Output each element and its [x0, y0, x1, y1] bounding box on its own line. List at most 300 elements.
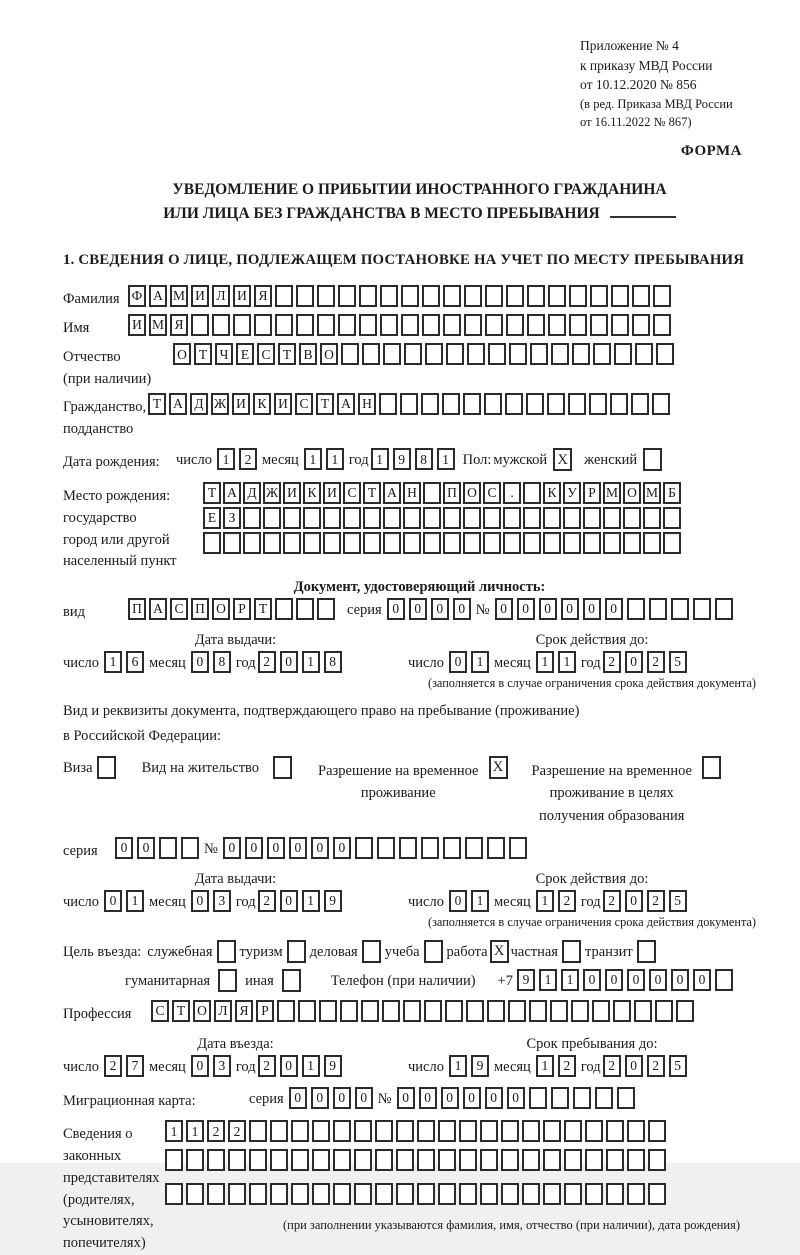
- char-cell[interactable]: Ж: [263, 482, 281, 504]
- char-cell[interactable]: [421, 393, 439, 415]
- char-cell[interactable]: [223, 532, 241, 554]
- char-cell[interactable]: [291, 1149, 309, 1171]
- char-cell[interactable]: [611, 314, 629, 336]
- char-cell[interactable]: Т: [278, 343, 296, 365]
- char-cell[interactable]: С: [483, 482, 501, 504]
- char-cell[interactable]: [551, 1087, 569, 1109]
- char-cell[interactable]: [595, 1087, 613, 1109]
- char-cell[interactable]: [715, 598, 733, 620]
- char-cell[interactable]: С: [295, 393, 313, 415]
- char-cell[interactable]: 0: [267, 837, 285, 859]
- char-cell[interactable]: 0: [333, 837, 351, 859]
- char-cell[interactable]: [627, 1149, 645, 1171]
- char-cell[interactable]: 0: [311, 1087, 329, 1109]
- char-cell[interactable]: 0: [495, 598, 513, 620]
- char-cell[interactable]: С: [343, 482, 361, 504]
- char-cell[interactable]: 0: [649, 969, 667, 991]
- char-cell[interactable]: [303, 532, 321, 554]
- char-cell[interactable]: [548, 285, 566, 307]
- char-cell[interactable]: [610, 393, 628, 415]
- char-cell[interactable]: [583, 507, 601, 529]
- char-cell[interactable]: 3: [213, 1055, 231, 1077]
- char-cell[interactable]: 0: [115, 837, 133, 859]
- char-cell[interactable]: [375, 1120, 393, 1142]
- char-cell[interactable]: [527, 285, 545, 307]
- char-cell[interactable]: [463, 507, 481, 529]
- char-cell[interactable]: [648, 1183, 666, 1205]
- char-cell[interactable]: 1: [371, 448, 389, 470]
- visa-checkbox[interactable]: [97, 756, 116, 779]
- char-cell[interactable]: [243, 532, 261, 554]
- char-cell[interactable]: 0: [137, 837, 155, 859]
- char-cell[interactable]: [459, 1149, 477, 1171]
- char-cell[interactable]: [583, 532, 601, 554]
- char-cell[interactable]: [501, 1120, 519, 1142]
- char-cell[interactable]: [446, 343, 464, 365]
- char-cell[interactable]: Е: [203, 507, 221, 529]
- char-cell[interactable]: Д: [190, 393, 208, 415]
- char-cell[interactable]: Т: [316, 393, 334, 415]
- char-cell[interactable]: [438, 1120, 456, 1142]
- char-cell[interactable]: [249, 1120, 267, 1142]
- char-cell[interactable]: [483, 507, 501, 529]
- char-cell[interactable]: [634, 1000, 652, 1022]
- char-cell[interactable]: [522, 1149, 540, 1171]
- char-cell[interactable]: [438, 1149, 456, 1171]
- char-cell[interactable]: [480, 1120, 498, 1142]
- char-cell[interactable]: [396, 1183, 414, 1205]
- char-cell[interactable]: 8: [324, 651, 342, 673]
- char-cell[interactable]: [466, 1000, 484, 1022]
- char-cell[interactable]: [270, 1120, 288, 1142]
- char-cell[interactable]: И: [274, 393, 292, 415]
- char-cell[interactable]: 1: [449, 1055, 467, 1077]
- char-cell[interactable]: [383, 343, 401, 365]
- char-cell[interactable]: 1: [304, 448, 322, 470]
- char-cell[interactable]: 8: [415, 448, 433, 470]
- char-cell[interactable]: [228, 1183, 246, 1205]
- gender-male-checkbox[interactable]: X: [553, 448, 572, 471]
- char-cell[interactable]: Я: [235, 1000, 253, 1022]
- char-cell[interactable]: [506, 285, 524, 307]
- char-cell[interactable]: Б: [663, 482, 681, 504]
- char-cell[interactable]: 5: [669, 1055, 687, 1077]
- char-cell[interactable]: 1: [536, 651, 554, 673]
- char-cell[interactable]: [417, 1120, 435, 1142]
- char-cell[interactable]: [484, 393, 502, 415]
- char-cell[interactable]: 0: [431, 598, 449, 620]
- char-cell[interactable]: [611, 285, 629, 307]
- char-cell[interactable]: [423, 507, 441, 529]
- char-cell[interactable]: К: [303, 482, 321, 504]
- char-cell[interactable]: 1: [539, 969, 557, 991]
- gender-female-checkbox[interactable]: [643, 448, 662, 471]
- char-cell[interactable]: [338, 285, 356, 307]
- char-cell[interactable]: С: [257, 343, 275, 365]
- char-cell[interactable]: [487, 837, 505, 859]
- char-cell[interactable]: [593, 343, 611, 365]
- char-cell[interactable]: 0: [625, 651, 643, 673]
- char-cell[interactable]: [396, 1120, 414, 1142]
- char-cell[interactable]: 2: [647, 1055, 665, 1077]
- purpose-humanitarian-checkbox[interactable]: [218, 969, 237, 992]
- char-cell[interactable]: [676, 1000, 694, 1022]
- char-cell[interactable]: [503, 532, 521, 554]
- char-cell[interactable]: 7: [126, 1055, 144, 1077]
- char-cell[interactable]: 0: [104, 890, 122, 912]
- char-cell[interactable]: И: [232, 393, 250, 415]
- char-cell[interactable]: 0: [605, 969, 623, 991]
- char-cell[interactable]: А: [383, 482, 401, 504]
- char-cell[interactable]: [207, 1149, 225, 1171]
- char-cell[interactable]: [254, 314, 272, 336]
- char-cell[interactable]: 0: [280, 1055, 298, 1077]
- char-cell[interactable]: [270, 1149, 288, 1171]
- char-cell[interactable]: [508, 1000, 526, 1022]
- char-cell[interactable]: [317, 285, 335, 307]
- char-cell[interactable]: 1: [302, 1055, 320, 1077]
- char-cell[interactable]: [362, 343, 380, 365]
- char-cell[interactable]: О: [320, 343, 338, 365]
- char-cell[interactable]: 0: [441, 1087, 459, 1109]
- char-cell[interactable]: 9: [324, 1055, 342, 1077]
- char-cell[interactable]: [277, 1000, 295, 1022]
- char-cell[interactable]: П: [443, 482, 461, 504]
- char-cell[interactable]: [359, 314, 377, 336]
- char-cell[interactable]: [442, 393, 460, 415]
- char-cell[interactable]: [590, 285, 608, 307]
- char-cell[interactable]: [340, 1000, 358, 1022]
- char-cell[interactable]: 0: [191, 1055, 209, 1077]
- char-cell[interactable]: [606, 1149, 624, 1171]
- char-cell[interactable]: Т: [203, 482, 221, 504]
- char-cell[interactable]: 0: [191, 651, 209, 673]
- char-cell[interactable]: 1: [326, 448, 344, 470]
- char-cell[interactable]: [343, 532, 361, 554]
- char-cell[interactable]: 8: [213, 651, 231, 673]
- char-cell[interactable]: [715, 969, 733, 991]
- char-cell[interactable]: 1: [536, 1055, 554, 1077]
- char-cell[interactable]: 1: [471, 651, 489, 673]
- char-cell[interactable]: [635, 343, 653, 365]
- char-cell[interactable]: И: [128, 314, 146, 336]
- char-cell[interactable]: [501, 1183, 519, 1205]
- char-cell[interactable]: 2: [258, 1055, 276, 1077]
- char-cell[interactable]: [501, 1149, 519, 1171]
- char-cell[interactable]: [506, 314, 524, 336]
- char-cell[interactable]: [632, 285, 650, 307]
- char-cell[interactable]: 6: [126, 651, 144, 673]
- char-cell[interactable]: [529, 1087, 547, 1109]
- char-cell[interactable]: [585, 1183, 603, 1205]
- char-cell[interactable]: [375, 1149, 393, 1171]
- char-cell[interactable]: [275, 598, 293, 620]
- char-cell[interactable]: [404, 343, 422, 365]
- char-cell[interactable]: [421, 837, 439, 859]
- char-cell[interactable]: [424, 1000, 442, 1022]
- char-cell[interactable]: Ж: [211, 393, 229, 415]
- char-cell[interactable]: [671, 598, 689, 620]
- char-cell[interactable]: [359, 285, 377, 307]
- char-cell[interactable]: 0: [627, 969, 645, 991]
- char-cell[interactable]: [550, 1000, 568, 1022]
- char-cell[interactable]: [403, 532, 421, 554]
- char-cell[interactable]: Д: [243, 482, 261, 504]
- char-cell[interactable]: А: [337, 393, 355, 415]
- char-cell[interactable]: [523, 482, 541, 504]
- char-cell[interactable]: Т: [194, 343, 212, 365]
- char-cell[interactable]: [464, 285, 482, 307]
- char-cell[interactable]: [263, 507, 281, 529]
- char-cell[interactable]: З: [223, 507, 241, 529]
- char-cell[interactable]: [249, 1149, 267, 1171]
- char-cell[interactable]: 2: [558, 890, 576, 912]
- char-cell[interactable]: [228, 1149, 246, 1171]
- char-cell[interactable]: 0: [485, 1087, 503, 1109]
- char-cell[interactable]: [296, 285, 314, 307]
- char-cell[interactable]: [543, 532, 561, 554]
- char-cell[interactable]: [303, 507, 321, 529]
- char-cell[interactable]: [423, 482, 441, 504]
- char-cell[interactable]: О: [212, 598, 230, 620]
- char-cell[interactable]: [523, 507, 541, 529]
- char-cell[interactable]: [627, 1183, 645, 1205]
- char-cell[interactable]: [467, 343, 485, 365]
- char-cell[interactable]: 2: [558, 1055, 576, 1077]
- char-cell[interactable]: [312, 1183, 330, 1205]
- temp-residence-education-checkbox[interactable]: [702, 756, 721, 779]
- char-cell[interactable]: [543, 1149, 561, 1171]
- char-cell[interactable]: [425, 343, 443, 365]
- char-cell[interactable]: У: [563, 482, 581, 504]
- char-cell[interactable]: 2: [647, 890, 665, 912]
- char-cell[interactable]: 1: [126, 890, 144, 912]
- char-cell[interactable]: 2: [258, 890, 276, 912]
- char-cell[interactable]: 1: [165, 1120, 183, 1142]
- char-cell[interactable]: [643, 507, 661, 529]
- char-cell[interactable]: [653, 285, 671, 307]
- char-cell[interactable]: [422, 285, 440, 307]
- char-cell[interactable]: [417, 1149, 435, 1171]
- char-cell[interactable]: [423, 532, 441, 554]
- char-cell[interactable]: 0: [625, 1055, 643, 1077]
- char-cell[interactable]: 5: [669, 651, 687, 673]
- char-cell[interactable]: [249, 1183, 267, 1205]
- char-cell[interactable]: [530, 343, 548, 365]
- char-cell[interactable]: [627, 598, 645, 620]
- char-cell[interactable]: [361, 1000, 379, 1022]
- char-cell[interactable]: [443, 532, 461, 554]
- char-cell[interactable]: Т: [172, 1000, 190, 1022]
- char-cell[interactable]: 2: [104, 1055, 122, 1077]
- char-cell[interactable]: [522, 1183, 540, 1205]
- char-cell[interactable]: [401, 314, 419, 336]
- char-cell[interactable]: [443, 285, 461, 307]
- char-cell[interactable]: Я: [170, 314, 188, 336]
- char-cell[interactable]: [523, 532, 541, 554]
- char-cell[interactable]: [243, 507, 261, 529]
- char-cell[interactable]: 1: [437, 448, 455, 470]
- char-cell[interactable]: [509, 837, 527, 859]
- char-cell[interactable]: [564, 1183, 582, 1205]
- char-cell[interactable]: [354, 1120, 372, 1142]
- char-cell[interactable]: 0: [583, 598, 601, 620]
- char-cell[interactable]: [564, 1120, 582, 1142]
- char-cell[interactable]: [212, 314, 230, 336]
- char-cell[interactable]: [181, 837, 199, 859]
- char-cell[interactable]: 0: [583, 969, 601, 991]
- char-cell[interactable]: 0: [463, 1087, 481, 1109]
- char-cell[interactable]: [159, 837, 177, 859]
- char-cell[interactable]: [377, 837, 395, 859]
- char-cell[interactable]: В: [299, 343, 317, 365]
- char-cell[interactable]: [465, 837, 483, 859]
- char-cell[interactable]: [592, 1000, 610, 1022]
- char-cell[interactable]: [438, 1183, 456, 1205]
- char-cell[interactable]: [338, 314, 356, 336]
- char-cell[interactable]: [191, 314, 209, 336]
- char-cell[interactable]: [317, 314, 335, 336]
- char-cell[interactable]: 0: [280, 890, 298, 912]
- char-cell[interactable]: 2: [603, 890, 621, 912]
- char-cell[interactable]: 0: [311, 837, 329, 859]
- char-cell[interactable]: [422, 314, 440, 336]
- char-cell[interactable]: [459, 1183, 477, 1205]
- char-cell[interactable]: [563, 507, 581, 529]
- char-cell[interactable]: Я: [254, 285, 272, 307]
- char-cell[interactable]: [571, 1000, 589, 1022]
- char-cell[interactable]: 0: [387, 598, 405, 620]
- char-cell[interactable]: [283, 507, 301, 529]
- char-cell[interactable]: 0: [561, 598, 579, 620]
- char-cell[interactable]: [543, 1120, 561, 1142]
- char-cell[interactable]: 0: [449, 890, 467, 912]
- char-cell[interactable]: О: [193, 1000, 211, 1022]
- char-cell[interactable]: [617, 1087, 635, 1109]
- char-cell[interactable]: А: [149, 598, 167, 620]
- char-cell[interactable]: [653, 314, 671, 336]
- char-cell[interactable]: [323, 532, 341, 554]
- char-cell[interactable]: [572, 343, 590, 365]
- char-cell[interactable]: [656, 343, 674, 365]
- char-cell[interactable]: 0: [625, 890, 643, 912]
- char-cell[interactable]: [417, 1183, 435, 1205]
- char-cell[interactable]: [614, 343, 632, 365]
- char-cell[interactable]: 0: [223, 837, 241, 859]
- char-cell[interactable]: 2: [239, 448, 257, 470]
- char-cell[interactable]: [569, 285, 587, 307]
- char-cell[interactable]: П: [191, 598, 209, 620]
- char-cell[interactable]: [623, 507, 641, 529]
- char-cell[interactable]: [383, 507, 401, 529]
- char-cell[interactable]: [480, 1183, 498, 1205]
- char-cell[interactable]: 9: [324, 890, 342, 912]
- char-cell[interactable]: С: [151, 1000, 169, 1022]
- char-cell[interactable]: О: [173, 343, 191, 365]
- char-cell[interactable]: [333, 1149, 351, 1171]
- char-cell[interactable]: Л: [212, 285, 230, 307]
- char-cell[interactable]: 1: [536, 890, 554, 912]
- char-cell[interactable]: [291, 1183, 309, 1205]
- char-cell[interactable]: 0: [409, 598, 427, 620]
- char-cell[interactable]: 2: [647, 651, 665, 673]
- char-cell[interactable]: [463, 532, 481, 554]
- char-cell[interactable]: [652, 393, 670, 415]
- char-cell[interactable]: [165, 1183, 183, 1205]
- char-cell[interactable]: [551, 343, 569, 365]
- char-cell[interactable]: [401, 285, 419, 307]
- char-cell[interactable]: А: [149, 285, 167, 307]
- char-cell[interactable]: [312, 1149, 330, 1171]
- char-cell[interactable]: [379, 393, 397, 415]
- char-cell[interactable]: [613, 1000, 631, 1022]
- char-cell[interactable]: 0: [671, 969, 689, 991]
- char-cell[interactable]: 9: [517, 969, 535, 991]
- char-cell[interactable]: [509, 343, 527, 365]
- temp-residence-checkbox[interactable]: X: [489, 756, 508, 779]
- char-cell[interactable]: [291, 1120, 309, 1142]
- char-cell[interactable]: И: [233, 285, 251, 307]
- char-cell[interactable]: С: [170, 598, 188, 620]
- char-cell[interactable]: [445, 1000, 463, 1022]
- char-cell[interactable]: Е: [236, 343, 254, 365]
- char-cell[interactable]: [459, 1120, 477, 1142]
- char-cell[interactable]: [547, 393, 565, 415]
- char-cell[interactable]: Т: [363, 482, 381, 504]
- char-cell[interactable]: К: [253, 393, 271, 415]
- char-cell[interactable]: [186, 1183, 204, 1205]
- char-cell[interactable]: [563, 532, 581, 554]
- char-cell[interactable]: 2: [228, 1120, 246, 1142]
- char-cell[interactable]: [627, 1120, 645, 1142]
- char-cell[interactable]: [354, 1149, 372, 1171]
- char-cell[interactable]: Р: [233, 598, 251, 620]
- char-cell[interactable]: 0: [245, 837, 263, 859]
- char-cell[interactable]: [323, 507, 341, 529]
- char-cell[interactable]: 1: [561, 969, 579, 991]
- char-cell[interactable]: [648, 1149, 666, 1171]
- char-cell[interactable]: [283, 532, 301, 554]
- char-cell[interactable]: М: [603, 482, 621, 504]
- char-cell[interactable]: [564, 1149, 582, 1171]
- char-cell[interactable]: [648, 1120, 666, 1142]
- char-cell[interactable]: [275, 314, 293, 336]
- char-cell[interactable]: [522, 1120, 540, 1142]
- char-cell[interactable]: [354, 1183, 372, 1205]
- char-cell[interactable]: [464, 314, 482, 336]
- char-cell[interactable]: [655, 1000, 673, 1022]
- char-cell[interactable]: [529, 1000, 547, 1022]
- char-cell[interactable]: [317, 598, 335, 620]
- char-cell[interactable]: 9: [471, 1055, 489, 1077]
- char-cell[interactable]: [488, 343, 506, 365]
- char-cell[interactable]: Р: [256, 1000, 274, 1022]
- char-cell[interactable]: [355, 837, 373, 859]
- char-cell[interactable]: 0: [289, 1087, 307, 1109]
- char-cell[interactable]: [606, 1183, 624, 1205]
- char-cell[interactable]: 1: [302, 890, 320, 912]
- char-cell[interactable]: [663, 507, 681, 529]
- char-cell[interactable]: [527, 314, 545, 336]
- char-cell[interactable]: М: [170, 285, 188, 307]
- char-cell[interactable]: [363, 507, 381, 529]
- char-cell[interactable]: 1: [302, 651, 320, 673]
- char-cell[interactable]: [443, 507, 461, 529]
- char-cell[interactable]: 2: [603, 651, 621, 673]
- char-cell[interactable]: [643, 532, 661, 554]
- char-cell[interactable]: 2: [258, 651, 276, 673]
- char-cell[interactable]: [400, 393, 418, 415]
